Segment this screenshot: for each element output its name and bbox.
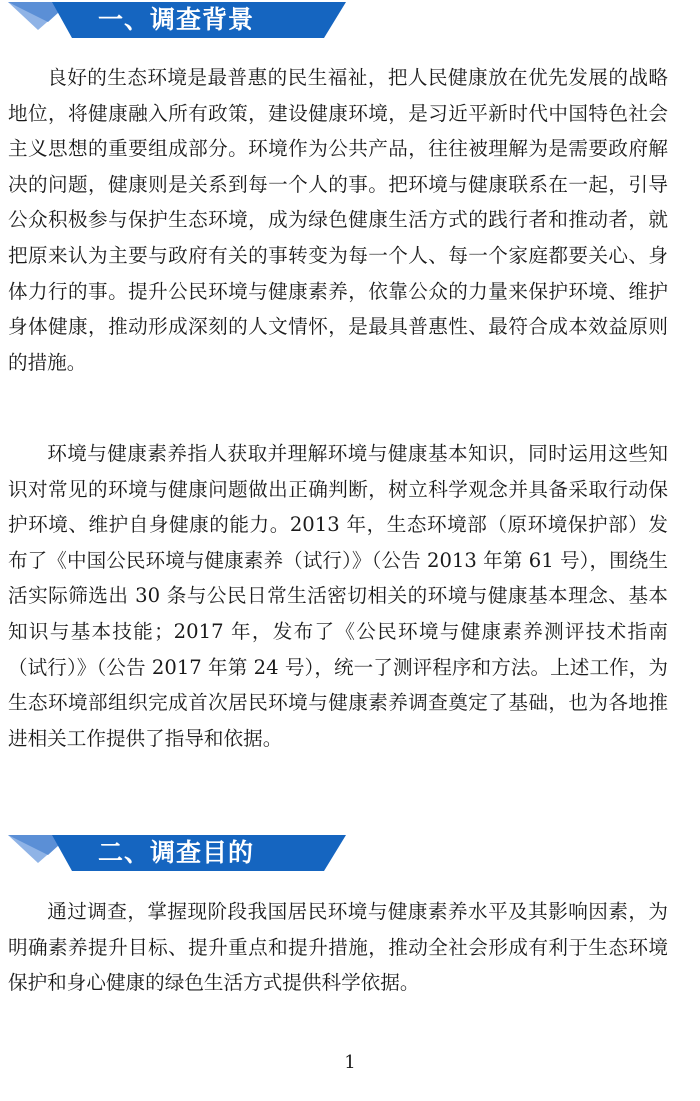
- section-2-heading: 二、调查目的: [98, 838, 255, 867]
- section-1-paragraph-2: 环境与健康素养指人获取并理解环境与健康基本知识，同时运用这些知识对常见的环境与健康问题做出正确判断，树立科学观念并具备采取行动保护环境、维护自身健康的能力。2013 年，生态环境部（原环境保护部）发布了《中国公民环境与健康素养（试行）》（公告 2013 年第 61 号），围绕生活实际筛选出 30 条与公民日常生活密切相关的环境与健康基本理念、基本知识与基本技能；2017 年，发布了《公民环境与健康素养测评技术指南（试行）》（公告 2017 年第 24 号），统一了测评程序和方法。上述工作，为生态环境部组织完成首次居民环境与健康素养调查奠定了基础，也为各地推进相关工作提供了指导和依据。: [8, 442, 668, 750]
- section-1-banner: [8, 0, 346, 40]
- page-number: 1: [344, 1052, 356, 1073]
- section-2-banner: [8, 833, 346, 873]
- section-2-paragraph-1: 通过调查，掌握现阶段我国居民环境与健康素养水平及其影响因素，为明确素养提升目标、提升重点和提升措施，推动全社会形成有利于生态环境保护和身心健康的绿色生活方式提供科学依据。: [8, 900, 668, 995]
- section-1-paragraph-1: 良好的生态环境是最普惠的民生福祉，把人民健康放在优先发展的战略地位，将健康融入所有政策，建设健康环境，是习近平新时代中国特色社会主义思想的重要组成部分。环境作为公共产品，往往被理解为是需要政府解决的问题，健康则是关系到每一个人的事。把环境与健康联系在一起，引导公众积极参与保护生态环境，成为绿色健康生活方式的践行者和推动者，就把原来认为主要与政府有关的事转变为每一个人、每一个家庭都要关心、身体力行的事。提升公民环境与健康素养，依靠公众的力量来保护环境、维护身体健康，推动形成深刻的人文情怀，是最具普惠性、最符合成本效益原则的措施。: [8, 66, 668, 374]
- section-1-heading: 一、调查背景: [98, 5, 255, 34]
